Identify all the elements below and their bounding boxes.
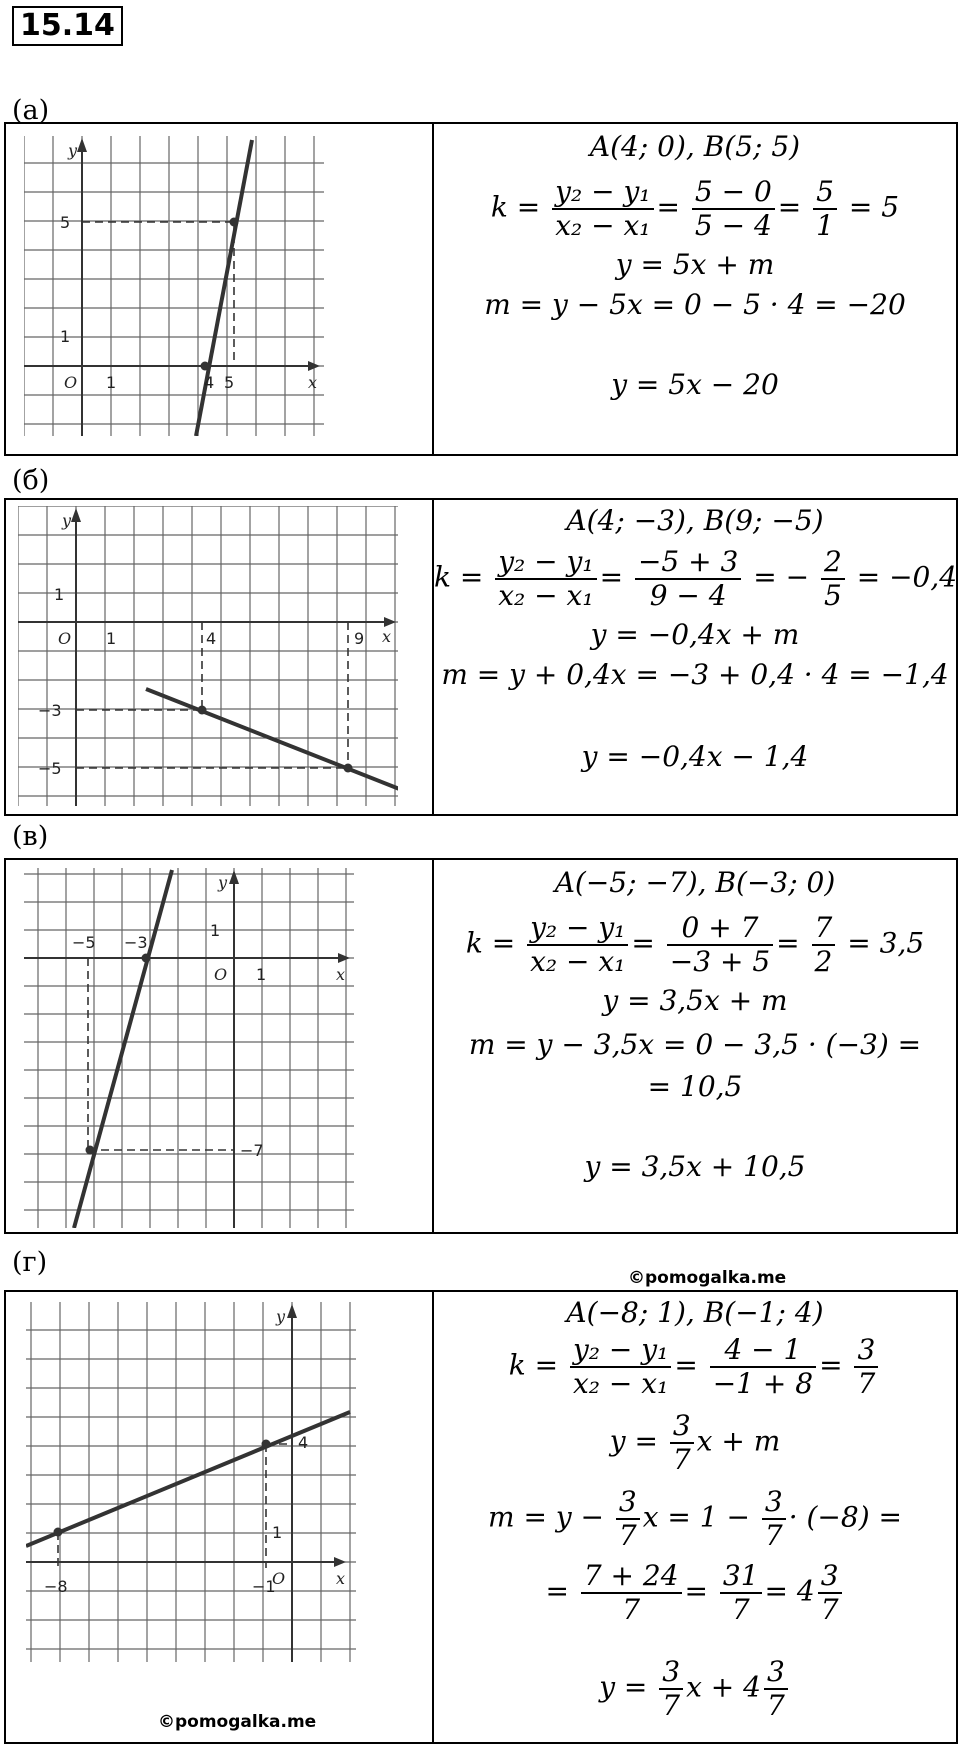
points-b: A(4; −3), B(9; −5) [566,504,824,537]
k-den2-a: 5 − 4 [694,209,772,242]
k-den1-g: x₂ − x₁ [573,1367,669,1400]
graph-g [6,1292,434,1742]
k-num2-v: 0 + 7 [667,912,773,946]
tick-x-8-g: −8 [44,1577,68,1596]
m-res-den1-g: 7 [622,1593,641,1626]
graph-a [6,124,434,454]
watermark-top: ©pomogalka.me [628,1268,787,1288]
k-num1-v: y₂ − y₁ [527,912,628,946]
m-calc-b-g: x = 1 − [642,1500,750,1534]
ans-num2-g: 3 [764,1656,788,1690]
tick-y4-g: 4 [298,1433,309,1452]
answer-g [434,1656,956,1722]
m-res-num2-g: 31 [720,1560,762,1594]
tick-x-1-g: −1 [252,1577,276,1596]
graph-b-svg [18,506,398,806]
m-calc-v: m = y − 3,5x = 0 − 3,5 · (−3) = [468,1028,922,1061]
part-v-row [4,858,958,1234]
m-calc-den1-g: 7 [618,1519,637,1552]
m-res-b-g: = 4 [764,1574,815,1608]
part-b-row [4,498,958,816]
part-label-v: (в) [12,821,49,852]
point-a-A [201,362,210,371]
tick-x-5-v: −5 [72,933,96,952]
graph-g-svg [26,1302,356,1662]
equation-m-g [434,1410,956,1476]
k-prefix-b: k = [434,560,484,594]
tick-x1-b: 1 [106,629,117,648]
tick-y1-b: 1 [54,585,65,604]
eq-m-den-g: 7 [672,1443,691,1476]
k-den2-g: −1 + 8 [712,1367,814,1400]
k-num3-g: 3 [854,1334,878,1368]
k-prefix-v: k = [465,926,516,960]
points-g: A(−8; 1), B(−1; 4) [566,1296,824,1329]
k-num1-g: y₂ − y₁ [570,1334,671,1368]
m-calc-g [434,1486,956,1552]
solution-b [434,500,956,814]
equation-m-v: y = 3,5x + m [602,984,788,1017]
k-num2-a: 5 − 0 [692,176,775,210]
answer-v: y = 3,5x + 10,5 [584,1150,806,1183]
solution-v [434,860,956,1232]
grid-v [24,868,354,1228]
point-g-B [262,1440,271,1449]
eq-m-a-g: y = [609,1424,658,1458]
solution-g [434,1292,956,1742]
tick-y1-g: 1 [272,1523,283,1542]
k-result-v: = 3,5 [847,926,925,960]
y-label-b: y [62,511,72,530]
point-v-B [142,954,151,963]
part-label-a: (а) [12,95,50,126]
m-calc-a: m = y − 5x = 0 − 5 · 4 = −20 [484,288,906,321]
problem-number: 15.14 [12,6,123,46]
y-axis-arrow-a [77,138,87,152]
equation-m-b: y = −0,4x + m [590,618,800,651]
x-label-a: x [308,373,318,392]
points-a: A(4; 0), B(5; 5) [589,130,801,163]
m-res-a-g: = [545,1574,569,1608]
slope-formula-b: k = $\frac{\text{y₂ − y₁}}{\text{x₂ − x₁}}$ = $\frac{-5 + 3}{9 - 4}$ = − $\frac{2}{5}$ = −0,4 [434,545,958,612]
x-axis-arrow-b [384,617,396,627]
k-prefix-a: k = [490,190,541,224]
tick-x9-b: 9 [354,629,365,648]
m-res-den2-g: 7 [731,1593,750,1626]
part-a-row [4,122,958,456]
point-v-A [86,1146,95,1155]
m-calc-num1-g: 3 [616,1486,640,1520]
tick-x4-b: 4 [206,629,217,648]
slope-formula-v: k = $\frac{\text{y₂ − y₁}}{\text{x₂ − x₁}}$ = $\frac{0 + 7}{-3 + 5}$ = $\frac{7}{2}$ = 3,5 [465,911,925,978]
function-line-b [146,689,398,790]
origin-label-v: O [214,965,228,984]
m-res-den3-g: 7 [820,1593,839,1626]
y-label-a: y [68,141,78,160]
tick-x1-a: 1 [106,373,117,392]
k-den1-v: x₂ − x₁ [530,945,626,978]
ans-a-g: y = [599,1670,648,1704]
y-axis-arrow-g [287,1304,297,1318]
x-label-v: x [336,965,346,984]
tick-x5-a: 5 [224,373,235,392]
graph-v-svg [24,868,354,1228]
point-a-B [230,218,239,227]
eq-m-b-g: x + m [696,1424,781,1458]
k-num2-b: −5 + 3 [635,546,741,580]
m-calc-b: m = y + 0,4x = −3 + 0,4 · 4 = −1,4 [441,658,949,691]
graph-a-svg [24,136,324,436]
m-res-num3-g: 3 [818,1560,842,1594]
k-den3-b: 5 [823,579,842,612]
k-neg-b: = − [753,560,810,594]
k-den1-a: x₂ − x₁ [555,209,651,242]
tick-y1-v: 1 [210,921,221,940]
equation-m-a: y = 5x + m [615,248,775,281]
solution-a [434,124,956,454]
y-axis-arrow-v [229,870,239,884]
tick-x1-v: 1 [256,965,267,984]
x-label-g: x [336,1569,346,1588]
answer-b: y = −0,4x − 1,4 [581,740,809,773]
tick-x-3-v: −3 [124,933,148,952]
k-num2-g: 4 − 1 [710,1334,816,1368]
k-num3-b: 2 [821,546,845,580]
k-den3-v: 2 [814,945,833,978]
y-label-v: y [218,873,228,892]
part-g-row [4,1290,958,1744]
m-calc-num2-g: 3 [762,1486,786,1520]
part-label-g: (г) [12,1247,48,1278]
k-den1-b: x₂ − x₁ [498,579,594,612]
m-res-num1-g: 7 + 24 [581,1560,682,1594]
points-v: A(−5; −7), B(−3; 0) [554,866,836,899]
k-den2-v: −3 + 5 [669,945,771,978]
grid-g [26,1302,356,1662]
m-calc-c-g: · (−8) = [788,1500,902,1534]
tick-y1-a: 1 [60,327,71,346]
point-b-B [344,764,353,773]
y-axis-arrow-b [71,508,81,522]
graph-v [6,860,434,1232]
ans-den2-g: 7 [766,1689,785,1722]
k-num1-b: y₂ − y₁ [495,546,596,580]
point-b-A [198,706,207,715]
k-prefix-g: k = [508,1348,559,1382]
tick-y-7-v: −7 [240,1141,264,1160]
k-result-b: = −0,4 [856,560,958,594]
x-axis-arrow-v [338,953,350,963]
ans-den1-g: 7 [662,1689,681,1722]
k-result-a: = 5 [848,190,900,224]
point-g-A [54,1528,63,1537]
x-axis-arrow-g [334,1557,346,1567]
origin-label-a: O [64,373,78,392]
slope-formula-g: k = $\frac{\text{y₂ − y₁}}{\text{x₂ − x₁}}$ = $\frac{4 - 1}{-1 + 8}$ = $\frac{3}{7}$ [434,1334,956,1400]
y-label-g: y [276,1307,286,1326]
tick-y5-a: 5 [60,213,71,232]
tick-y-5-b: −5 [38,759,62,778]
k-num3-a: 5 [813,176,837,210]
k-den3-a: 1 [816,209,834,242]
tick-y-3-b: −3 [38,701,62,720]
k-den3-g: 7 [857,1367,876,1400]
m-result-g: = $\frac{7 + 24}{7}$ = $\frac{31}{7}$ = 4 $\frac{3}{7}$ [434,1560,956,1626]
k-den2-b: 9 − 4 [649,579,727,612]
ans-b-g: x + 4 [686,1670,761,1704]
graph-b [6,500,434,814]
m-calc-a-g: m = y − [488,1500,604,1534]
origin-label-b: O [58,629,72,648]
origin-label-g: O [272,1569,286,1588]
k-num3-v: 7 [812,912,836,946]
k-num1-a: y₂ − y₁ [552,176,653,210]
answer-a: y = 5x − 20 [611,368,779,401]
watermark-bottom: ©pomogalka.me [158,1712,317,1732]
x-label-b: x [382,627,392,646]
m-result-v: = 10,5 [647,1070,743,1103]
eq-m-num-g: 3 [670,1410,694,1444]
ans-num1-g: 3 [659,1656,683,1690]
slope-formula-a: k = $\frac{\text{y₂ − y₁}}{\text{x₂ − x₁}}$ = $\frac{5 - 0}{5 - 4}$ = $\frac{5}{1}$ = 5 [490,175,900,242]
tick-x4-a: 4 [204,373,215,392]
m-calc-den2-g: 7 [764,1519,783,1552]
part-label-b: (б) [12,465,50,496]
